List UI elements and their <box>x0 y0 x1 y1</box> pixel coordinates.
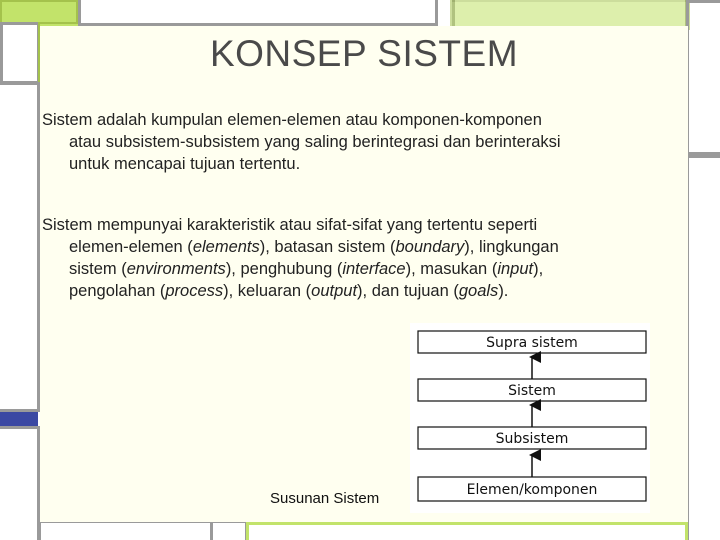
system-hierarchy-diagram <box>410 323 650 513</box>
paragraph-definition <box>42 109 682 175</box>
slide-title: KONSEP SISTEM <box>209 33 519 74</box>
para2-line4: pengolahan (process), keluaran (output), dan tujuan (goals). <box>69 282 509 300</box>
frame-rect-right-lower <box>686 155 720 540</box>
corner-green-square <box>0 0 78 24</box>
para1-line1: Sistem adalah kumpulan elemen-elemen atau komponen-komponen <box>42 111 542 129</box>
hierarchy-svg <box>410 323 650 513</box>
level-label-sistem: Sistem <box>508 383 556 399</box>
level-label-elemen-komponen: Elemen/komponen <box>466 482 598 498</box>
diagram-caption: Susunan Sistem <box>270 490 380 507</box>
para2-line2: elemen-elemen (elements), batasan sistem (boundary), lingkungan <box>69 238 559 256</box>
level-label-supra-sistem: Supra sistem <box>486 335 578 351</box>
frame-rect-bottom-left <box>0 426 40 540</box>
level-label-subsistem: Subsistem <box>495 431 569 447</box>
frame-lime-bottom <box>246 522 688 540</box>
frame-blue-bar <box>0 412 38 426</box>
frame-rect-top <box>78 0 438 26</box>
para2-line3: sistem (environments), penghubung (interface), masukan (input), <box>69 260 544 278</box>
para1-line3: untuk mencapai tujuan tertentu. <box>69 155 301 173</box>
frame-rect-top-left <box>0 22 40 84</box>
para2-line1: Sistem mempunyai karakteristik atau sifat-sifat yang tertentu seperti <box>42 216 538 234</box>
paragraph-characteristics <box>42 214 682 302</box>
para1-line2: atau subsistem-subsistem yang saling berintegrasi dan berinteraksi <box>69 133 561 151</box>
frame-rect-right <box>686 0 720 155</box>
frame-rect-left <box>0 82 40 412</box>
